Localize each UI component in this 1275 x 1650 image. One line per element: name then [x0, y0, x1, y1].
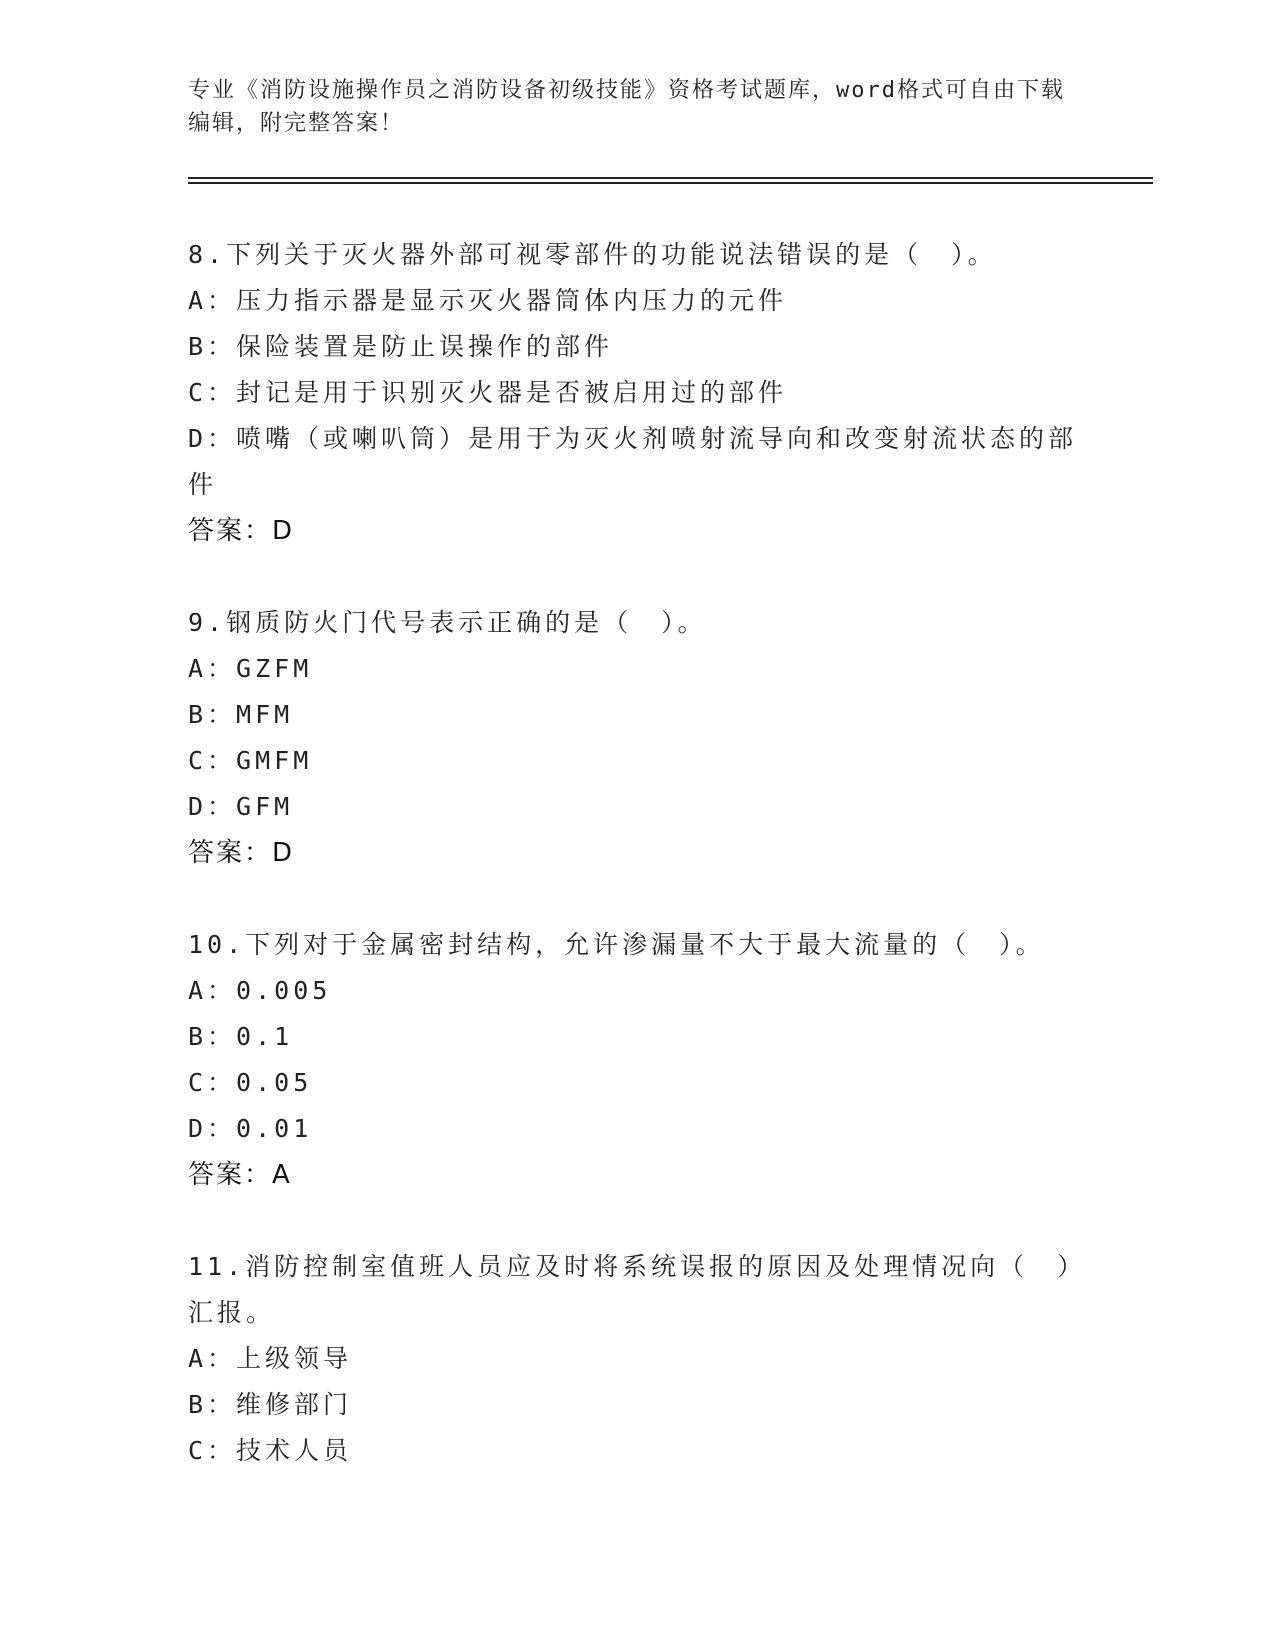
option-c: C：0.05: [188, 1068, 313, 1097]
option-d: D：喷嘴（或喇叭筒）是用于为灭火剂喷射流导向和改变射流状态的部件: [188, 424, 1078, 499]
header-divider-top: [188, 177, 1153, 179]
option-c: C：GMFM: [188, 746, 313, 775]
option-b: B：维修部门: [188, 1390, 353, 1419]
answer: 答案：D: [188, 516, 295, 546]
document-header: 专业《消防设施操作员之消防设备初级技能》资格考试题库，word格式可自由下载编辑，附完整答案！: [188, 78, 1065, 136]
question-list: [188, 232, 1088, 1520]
question-text: 11.消防控制室值班人员应及时将系统误报的原因及处理情况向（ ）汇报。: [188, 1252, 1087, 1327]
answer: 答案：A: [188, 1160, 292, 1190]
option-a: A：0.005: [188, 976, 332, 1005]
option-d: D：GFM: [188, 792, 294, 821]
option-b: B：0.1: [188, 1022, 294, 1051]
question-11: [188, 1244, 1088, 1474]
header-divider-bottom: [188, 182, 1153, 184]
option-b: B：MFM: [188, 700, 294, 729]
answer: 答案：D: [188, 838, 295, 868]
option-c: C：封记是用于识别灭火器是否被启用过的部件: [188, 378, 788, 407]
option-c: C：技术人员: [188, 1436, 353, 1465]
question-10: [188, 922, 1088, 1198]
option-b: B：保险装置是防止误操作的部件: [188, 332, 614, 361]
question-text: 8.下列关于灭火器外部可视零部件的功能说法错误的是（ ）。: [188, 240, 997, 269]
question-8: [188, 232, 1088, 554]
option-a: A：上级领导: [188, 1344, 353, 1373]
option-a: A：压力指示器是显示灭火器筒体内压力的元件: [188, 286, 788, 315]
question-9: [188, 600, 1088, 876]
question-text: 9.钢质防火门代号表示正确的是（ ）。: [188, 608, 707, 637]
option-a: A：GZFM: [188, 654, 313, 683]
question-text: 10.下列对于金属密封结构，允许渗漏量不大于最大流量的（ ）。: [188, 930, 1045, 959]
option-d: D：0.01: [188, 1114, 313, 1143]
